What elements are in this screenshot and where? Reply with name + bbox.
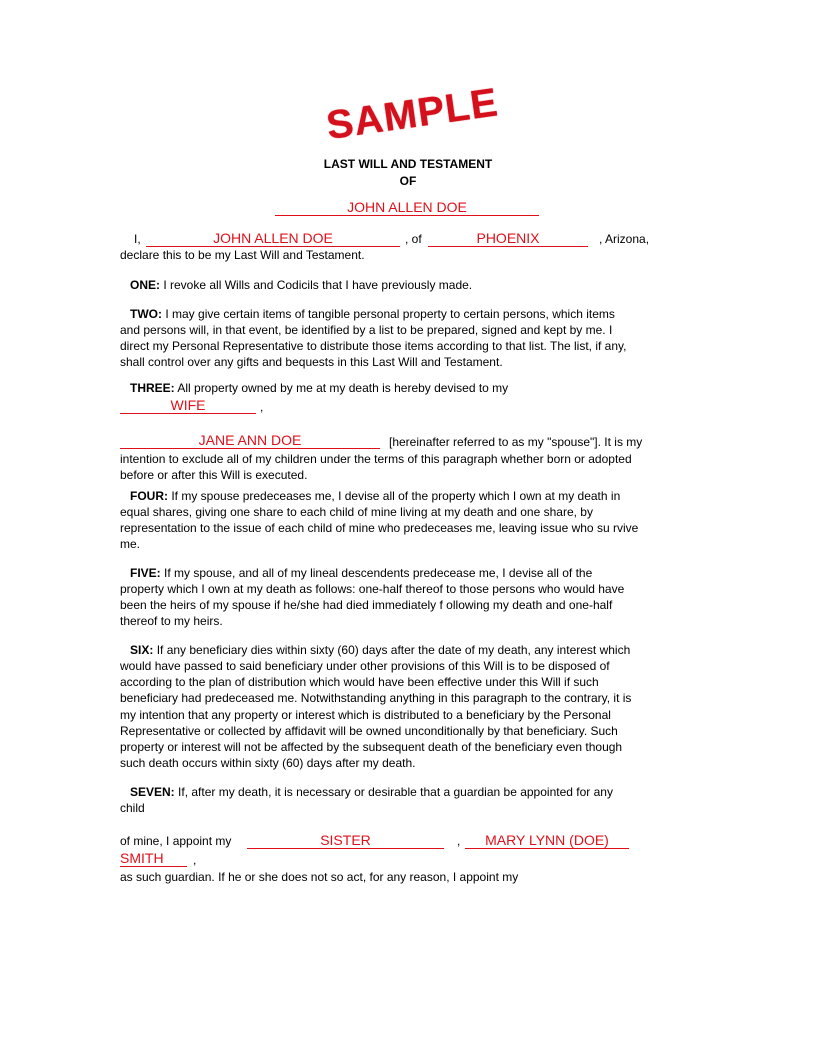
testator-name-title-field[interactable]: JOHN ALLEN DOE <box>275 199 539 216</box>
clause-five-line4: thereof to my heirs. <box>120 614 223 628</box>
clause-six-line5: my intention that any property or interest which is distributed to a beneficiary by the Personal <box>120 708 611 722</box>
clause-four-line2: equal shares, giving one share to each child of mine living at my death and one share, by <box>120 505 593 519</box>
clause-five-label: FIVE: <box>130 566 161 580</box>
clause-one-label: ONE: <box>130 278 160 292</box>
intro-declaration: declare this to be my Last Will and Testament. <box>120 248 365 262</box>
beneficiary-relation-field[interactable]: WIFE <box>120 397 256 414</box>
clause-six-line1 <box>130 642 630 658</box>
intro-prefix: I, <box>134 232 141 246</box>
clause-three-comma: , <box>260 400 264 414</box>
clause-five-line3: been the heirs of my spouse if he/she had died immediately f ollowing my death and one-half <box>120 598 613 612</box>
clause-two-line1 <box>130 306 615 322</box>
clause-six-line2: would have passed to said beneficiary under other provisions of this Will is to be disposed of <box>120 659 610 673</box>
clause-seven-line3-prefix: of mine, I appoint my <box>120 834 232 848</box>
clause-seven-text1: If, after my death, it is necessary or desirable that a guardian be appointed for any <box>178 785 613 799</box>
clause-seven-comma1: , <box>457 834 461 848</box>
testator-name-field[interactable]: JOHN ALLEN DOE <box>146 230 400 247</box>
clause-six-line6: Representative or collected by affidavit will be owned unconditionally by that beneficiary. Such <box>120 724 618 738</box>
intro-of: , of <box>405 232 422 246</box>
clause-two-line4: shall control over any gifts and bequests in this Last Will and Testament. <box>120 355 503 369</box>
guardian-name-field-continued[interactable]: SMITH <box>120 850 187 867</box>
clause-five-line2: property which I own at my death as follows: one-half thereof to those persons who would have <box>120 582 625 596</box>
guardian-name-field[interactable]: MARY LYNN (DOE) <box>465 832 629 849</box>
clause-four-line3: representation to the issue of each child of mine who predeceases me, leaving issue who su rvive <box>120 521 639 535</box>
clause-three-line3: [hereinafter referred to as my "spouse"]. It is my <box>389 435 643 449</box>
clause-five-line1 <box>130 565 592 581</box>
clause-seven-comma2: , <box>193 853 197 867</box>
clause-six-line7: property or interest will not be affected by the subsequent death of the beneficiary even though <box>120 740 623 754</box>
clause-two-text1: I may give certain items of tangible personal property to certain persons, which items <box>165 307 615 321</box>
document-title: LAST WILL AND TESTAMENT <box>323 157 493 171</box>
clause-seven-line2: child <box>120 801 145 815</box>
spouse-name-field[interactable]: JANE ANN DOE <box>120 432 380 449</box>
clause-two-label: TWO: <box>130 307 162 321</box>
clause-three-line1 <box>130 380 508 396</box>
clause-five-text1: If my spouse, and all of my lineal descendents predecease me, I devise all of the <box>164 566 593 580</box>
clause-six-line8: such death occurs within sixty (60) days after my death. <box>120 756 416 770</box>
city-field[interactable]: PHOENIX <box>428 230 588 247</box>
clause-three-label: THREE: <box>130 381 175 395</box>
clause-six-label: SIX: <box>130 643 154 657</box>
clause-three-line4: intention to exclude all of my children under the terms of this paragraph whether born or adopted <box>120 452 632 466</box>
clause-seven-line1 <box>130 784 613 800</box>
clause-one-text: I revoke all Wills and Codicils that I have previously made. <box>163 278 473 292</box>
clause-two-line2: and persons will, in that event, be identified by a list to be prepared, signed and kept by me. I <box>120 323 613 337</box>
clause-six-line4: beneficiary had predeceased me. Notwithstanding anything in this paragraph to the contrary, it is <box>120 691 632 705</box>
intro-state: , Arizona, <box>599 232 650 246</box>
clause-seven-label: SEVEN: <box>130 785 175 799</box>
clause-four-line4: me. <box>120 537 141 551</box>
clause-two-line3: direct my Personal Representative to distribute those items according to that list. The list, if any, <box>120 339 627 353</box>
clause-three-text1: All property owned by me at my death is hereby devised to my <box>177 381 509 395</box>
clause-seven-line5: as such guardian. If he or she does not so act, for any reason, I appoint my <box>120 870 519 884</box>
clause-three-line5: before or after this Will is executed. <box>120 468 308 482</box>
clause-one <box>130 277 472 293</box>
clause-six-line3: according to the plan of distribution which would have been effective under this Will if such <box>120 675 599 689</box>
clause-four-line1 <box>130 488 620 504</box>
clause-six-text1: If any beneficiary dies within sixty (60) days after the date of my death, any interest which <box>156 643 631 657</box>
document-title-of: OF <box>399 174 417 188</box>
guardian-relation-field[interactable]: SISTER <box>247 832 444 849</box>
clause-four-label: FOUR: <box>130 489 168 503</box>
sample-stamp: SAMPLE <box>323 80 501 149</box>
clause-four-text1: If my spouse predeceases me, I devise all of the property which I own at my death in <box>171 489 621 503</box>
